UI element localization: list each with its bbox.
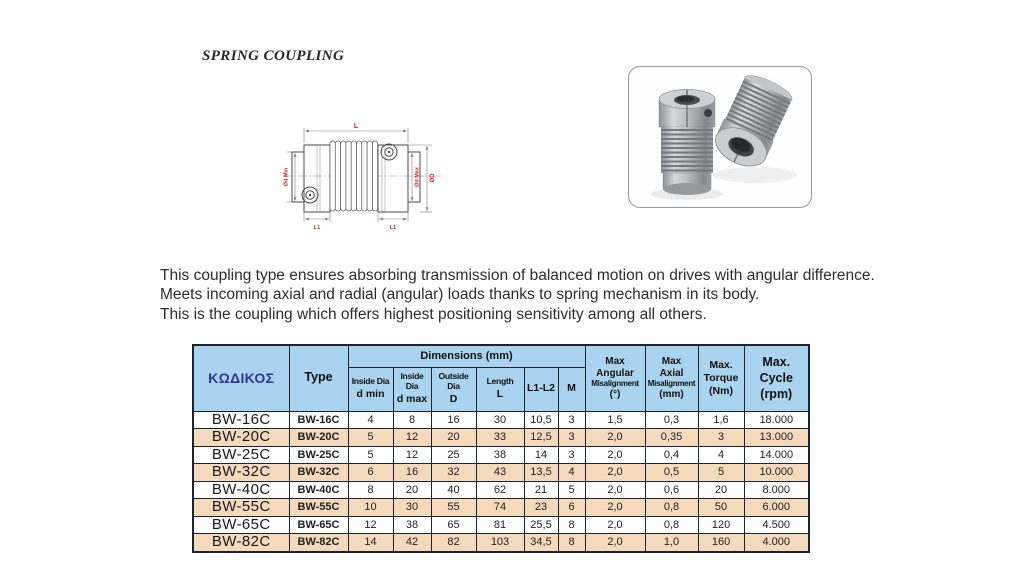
dim-label-D: ØD [430,173,436,183]
cell-type: BW-82C [289,534,348,552]
header-line: M [567,382,576,395]
header-type: Type [289,345,348,411]
technical-drawing [281,103,451,233]
dim-label-d-min: Ød Min [283,167,290,187]
header-line: D [449,393,458,406]
cell-type: BW-25C [289,446,348,464]
dim-label-d-max: Ød Max [414,167,421,187]
cell-num: 6 [348,464,393,482]
header-max-torque [698,345,744,411]
table-row [193,464,809,482]
cell-num: 12,5 [524,429,558,447]
cell-num: 0,4 [645,446,698,464]
cell-num: 25,5 [524,516,558,534]
cell-kodikos: BW-32C [193,464,289,482]
cell-num: 81 [476,516,524,534]
cell-num: 25 [431,446,476,464]
cell-kodikos: BW-82C [193,534,289,552]
cell-num: 2,0 [585,429,645,447]
cell-num: 2,0 [585,534,645,552]
cell-type: BW-32C [289,464,348,482]
cell-num: 2,0 [585,481,645,499]
cell-num: 16 [431,411,476,429]
cell-num: 14 [524,446,558,464]
header-line: L [496,388,504,401]
coupling-upright [659,90,715,196]
cell-type: BW-65C [289,516,348,534]
cell-num: 0,6 [645,481,698,499]
cell-num: 0,5 [645,464,698,482]
cell-kodikos: BW-16C [193,411,289,429]
cell-num: 33 [476,429,524,447]
header-outside-dia [431,367,476,411]
cell-num: 3 [558,411,585,429]
header-max-cycle [744,345,809,411]
cell-num: 82 [431,534,476,552]
description [160,266,890,324]
cell-num: 10.000 [744,464,809,482]
cell-num: 4 [558,464,585,482]
cell-num: 20 [698,481,744,499]
header-length [476,367,524,411]
header-line: Misalignment [591,379,639,389]
dim-label-L: L [353,123,359,130]
cell-num: 3 [698,429,744,447]
table-row [193,429,809,447]
cell-num: 0,8 [645,499,698,517]
cell-num: 16 [393,464,431,482]
cell-kodikos: BW-65C [193,516,289,534]
header-line: (°) [609,388,621,400]
cell-num: 120 [698,516,744,534]
table-row [193,499,809,517]
cell-num: 62 [476,481,524,499]
cell-num: 5 [348,446,393,464]
header-line: Max. Cycle [759,354,793,386]
cell-num: 43 [476,464,524,482]
cell-kodikos: BW-55C [193,499,289,517]
product-photo [629,67,810,206]
cell-kodikos: BW-25C [193,446,289,464]
header-line: Misalignment [647,379,696,389]
header-inside-dia-max [393,367,431,411]
header-line: Max [661,356,682,368]
coupling-tilted [709,70,796,173]
cell-num: 13.000 [744,429,809,447]
header-line: d max [396,393,428,406]
cell-num: 30 [476,411,524,429]
cell-kodikos: BW-20C [193,429,289,447]
cell-type: BW-20C [289,429,348,447]
header-line: (mm) [659,388,684,400]
cell-num: 2,0 [585,446,645,464]
header-line: Inside Dia [400,371,424,391]
cell-num: 14.000 [744,446,809,464]
cell-num: 74 [476,499,524,517]
table-body [193,411,809,552]
cell-num: 8 [348,481,393,499]
table-row [193,411,809,429]
cell-num: 34,5 [524,534,558,552]
cell-num: 8 [558,534,585,552]
dim-label-L1-right: L1 [389,225,397,231]
spec-table [192,344,810,553]
page-title: SPRING COUPLING [202,48,345,64]
cell-num: 4 [348,411,393,429]
cell-num: 12 [393,446,431,464]
header-l1-l2 [524,367,558,411]
cell-type: BW-40C [289,481,348,499]
cell-num: 55 [431,499,476,517]
header-line: Max. [709,358,733,371]
cell-num: 5 [698,464,744,482]
right-hub [378,145,408,212]
cell-num: 4.000 [744,534,809,552]
cell-num: 3 [558,446,585,464]
header-line: Axial [659,367,684,379]
cell-num: 8 [393,411,431,429]
header-line: d min [356,388,385,401]
description-line-2: Meets incoming axial and radial (angular) loads thanks to spring mechanism in its body. [160,286,760,304]
header-line: Outside Dia [438,371,469,391]
cell-num: 12 [393,429,431,447]
cell-num: 40 [431,481,476,499]
description-line-3: This is the coupling which offers highest positioning sensitivity among all others. [160,305,707,323]
cell-num: 20 [431,429,476,447]
description-line-1: This coupling type ensures absorbing transmission of balanced motion on drives with angular difference. [160,267,875,284]
cell-num: 10,5 [524,411,558,429]
cell-num: 2,0 [585,464,645,482]
cell-num: 10 [348,499,393,517]
cell-num: 5 [348,429,393,447]
cell-num: 4.500 [744,516,809,534]
header-m [558,367,585,411]
cell-num: 6.000 [744,499,809,517]
cell-num: 13,5 [524,464,558,482]
cell-type: BW-55C [289,499,348,517]
cell-num: 12 [348,516,393,534]
cell-num: 30 [393,499,431,517]
table-row [193,516,809,534]
cell-num: 2,0 [585,516,645,534]
cell-num: 2,0 [585,499,645,517]
cell-num: 5 [558,481,585,499]
cell-num: 6 [558,499,585,517]
dim-label-L1-left: L1 [313,225,321,231]
table-row [193,534,809,552]
header-dimensions-group: Dimensions (mm) [348,345,585,367]
cell-num: 0,35 [645,429,698,447]
header-kodikos: ΚΩΔΙΚΟΣ [193,345,289,411]
cell-num: 3 [558,429,585,447]
cell-num: 38 [476,446,524,464]
table-row [193,481,809,499]
cell-kodikos: BW-40C [193,481,289,499]
header-line: Length [486,376,514,386]
cell-num: 14 [348,534,393,552]
spec-table-wrap [192,344,810,553]
product-photo-frame [628,66,812,208]
cell-num: 4 [698,446,744,464]
cell-num: 8 [558,516,585,534]
cell-num: 18.000 [744,411,809,429]
header-line: Angular [596,367,634,379]
cell-num: 160 [698,534,744,552]
cell-num: 0,3 [645,411,698,429]
cell-num: 42 [393,534,431,552]
bellows [330,141,378,211]
cell-num: 8.000 [744,481,809,499]
table-row [193,446,809,464]
right-clamp-screw [381,144,397,160]
header-inside-dia-min [348,367,393,411]
cell-num: 65 [431,516,476,534]
header-line: L1-L2 [526,382,555,395]
header-line: (rpm) [760,387,793,402]
cell-num: 1,5 [585,411,645,429]
cell-num: 38 [393,516,431,534]
header-max-axial-misalignment [645,345,698,411]
header-max-angular-misalignment [585,345,645,411]
cell-num: 20 [393,481,431,499]
cell-num: 50 [698,499,744,517]
header-line: (Nm) [709,384,733,397]
cell-num: 1,0 [645,534,698,552]
cell-num: 103 [476,534,524,552]
header-line: Torque [703,371,739,384]
cell-type: BW-16C [289,411,348,429]
header-line: Inside Dia [351,376,390,386]
cell-num: 0,8 [645,516,698,534]
cell-num: 1,6 [698,411,744,429]
header-line: Max [605,356,625,368]
cell-num: 23 [524,499,558,517]
cell-num: 21 [524,481,558,499]
cell-num: 32 [431,464,476,482]
